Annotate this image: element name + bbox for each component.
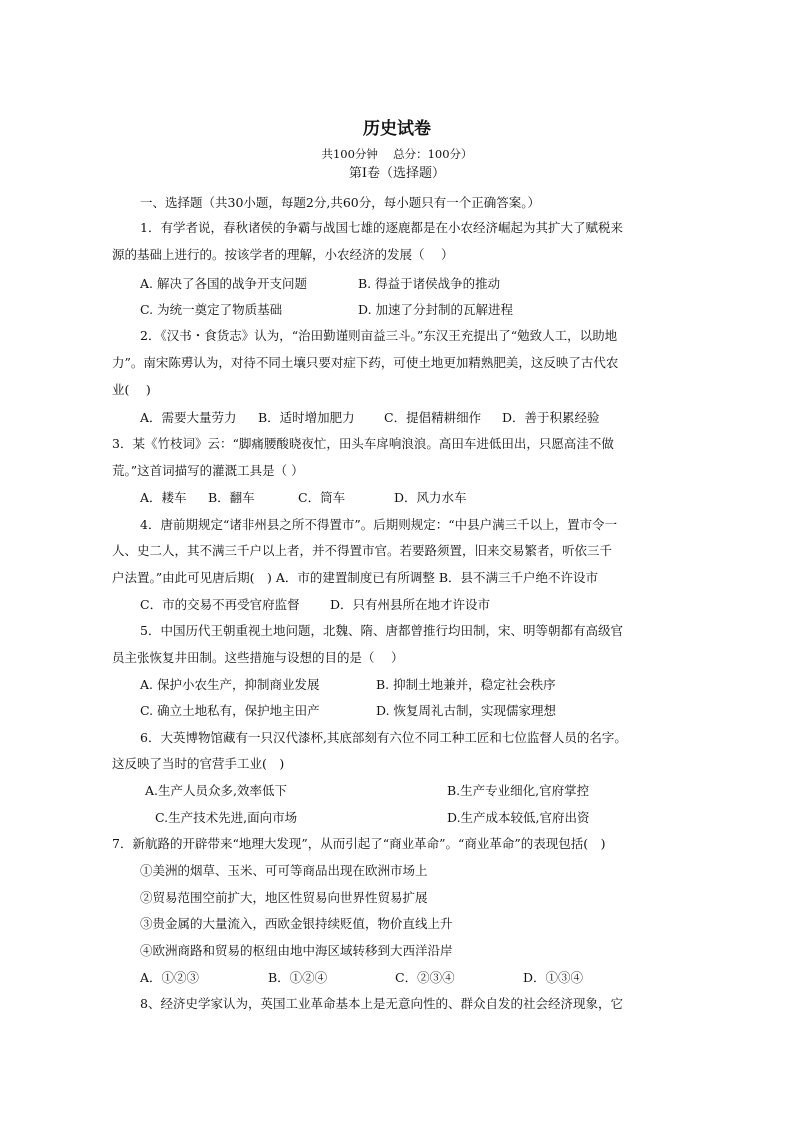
statement-4: ④欧洲商路和贸易的枢纽由地中海区域转移到大西洋沿岸 (140, 943, 453, 958)
option-row (140, 703, 556, 719)
option-row (140, 597, 490, 613)
option-d[interactable]: D．善于积累经验 (502, 410, 600, 425)
option-row (145, 783, 589, 799)
option-row (140, 490, 467, 506)
question-text: 6．大英博物馆藏有一只汉代漆杯,其底部刻有六位不同工种工匠和七位监督人员的名字。 (140, 730, 627, 745)
option-a[interactable]: A. 保护小农生产，抑制商业发展 (140, 677, 320, 692)
option-row (140, 276, 500, 292)
option-c[interactable]: C. 确立土地私有，保护地主田产 (140, 703, 320, 718)
option-b[interactable]: B．适时增加肥力 (258, 410, 355, 425)
option-a[interactable]: A．①②③ (140, 970, 200, 985)
option-row (155, 810, 590, 826)
option-d[interactable]: D. 恢复周礼古制，实现儒家理想 (376, 703, 557, 718)
option-d[interactable]: D.生产成本较低,官府出资 (447, 810, 590, 825)
option-row (140, 410, 600, 426)
statement-1: ①美洲的烟草、玉米、可可等商品出现在欧洲市场上 (140, 863, 428, 878)
option-d[interactable]: D．只有州县所在地才许设市 (330, 597, 491, 612)
statement-3: ③贵金属的大量流入，西欧金银持续贬值，物价直线上升 (140, 916, 453, 931)
option-c[interactable]: C.生产技术先进,面向市场 (155, 810, 298, 825)
option-c[interactable]: C．筒车 (298, 490, 346, 505)
option-b[interactable]: B.生产专业细化,官府掌控 (447, 783, 590, 798)
statement-2: ②贸易范围空前扩大，地区性贸易向世界性贸易扩展 (140, 890, 428, 905)
question-text: 2．《汉书・食货志》认为，“治田勤谨则亩益三斗。”东汉王充提出了“勉致人工，以助地 (140, 328, 618, 343)
question-text: 源的基础上进行的。按该学者的理解，小农经济的发展（ ） (112, 247, 454, 262)
option-a[interactable]: A．耧车 (140, 490, 187, 505)
question-text: 4．唐前期规定“诸非州县之所不得置市”。后期则规定：“中县户满三千以上，置市令一 (140, 517, 618, 532)
option-row (140, 970, 583, 986)
question-text: 力”。南宋陈旉认为，对待不同土壤只要对症下药，可使土地更加精熟肥美，这反映了古代农 (112, 355, 619, 370)
question-text: 7．新航路的开辟带来“地理大发现”，从而引起了“商业革命”。“商业革命”的表现包括( ) (112, 836, 606, 851)
option-row (140, 302, 513, 318)
exam-info: 共100分钟 总分：100分） (321, 147, 473, 161)
question-text: 荒。”这首词描写的灌溉工具是（ ） (112, 463, 304, 478)
option-b[interactable]: B. 得益于诸侯战争的推动 (358, 276, 501, 291)
option-row (140, 677, 556, 693)
question-text: 这反映了当时的官营手工业( ) (112, 756, 285, 771)
option-d[interactable]: D. 加速了分封制的瓦解进程 (358, 302, 514, 317)
question-text: 人、史二人，其不满三千户以上者，并不得置市官。若要路须置，旧来交易繁者，听依三千 (112, 543, 613, 558)
option-a[interactable]: A．需要大量劳力 (140, 410, 237, 425)
option-c[interactable]: C．②③④ (395, 970, 455, 985)
option-d[interactable]: D．风力水车 (394, 490, 467, 505)
question-text: 员主张恢复井田制。这些措施与设想的目的是（ ） (112, 650, 404, 665)
section-heading: 一、选择题（共30小题，每题2分,共60分，每小题只有一个正确答案。） (140, 195, 540, 210)
question-text: 5．中国历代王朝重视土地问题，北魏、隋、唐都曾推行均田制，宋、明等朝都有高级官 (140, 623, 623, 638)
option-b[interactable]: B. 抑制土地兼并，稳定社会秩序 (376, 677, 556, 692)
page-title: 历史试卷 (363, 119, 431, 139)
option-a[interactable]: A.生产人员众多,效率低下 (145, 783, 287, 798)
question-text: 3．某《竹枝词》云：“脚痛腰酸晓夜忙，田头车戽响浪浪。高田车进低田出，只愿高洼不做 (112, 436, 614, 451)
question-text: 8、经济史学家认为，英国工业革命基本上是无意向性的、群众自发的社会经济现象，它 (140, 996, 623, 1011)
option-c[interactable]: C．市的交易不再受官府监督 (140, 597, 300, 612)
option-b[interactable]: B．①②④ (268, 970, 328, 985)
option-c[interactable]: C．提倡精耕细作 (384, 410, 482, 425)
option-c[interactable]: C. 为统一奠定了物质基础 (140, 302, 283, 317)
option-b[interactable]: B．翻车 (208, 490, 255, 505)
option-d[interactable]: D．①③④ (523, 970, 584, 985)
question-text: 1．有学者说，春秋诸侯的争霸与战国七雄的逐鹿都是在小农经济崛起为其扩大了赋税来 (140, 220, 623, 235)
question-text: 户法置。”由此可见唐后期( ) A．市的建置制度已有所调整 B．县不满三千户绝不许设市 (112, 570, 599, 585)
question-text: 业( ) (112, 382, 151, 397)
option-a[interactable]: A. 解决了各国的战争开支问题 (140, 276, 307, 291)
volume-title: 第Ⅰ卷（选择题） (348, 166, 446, 181)
